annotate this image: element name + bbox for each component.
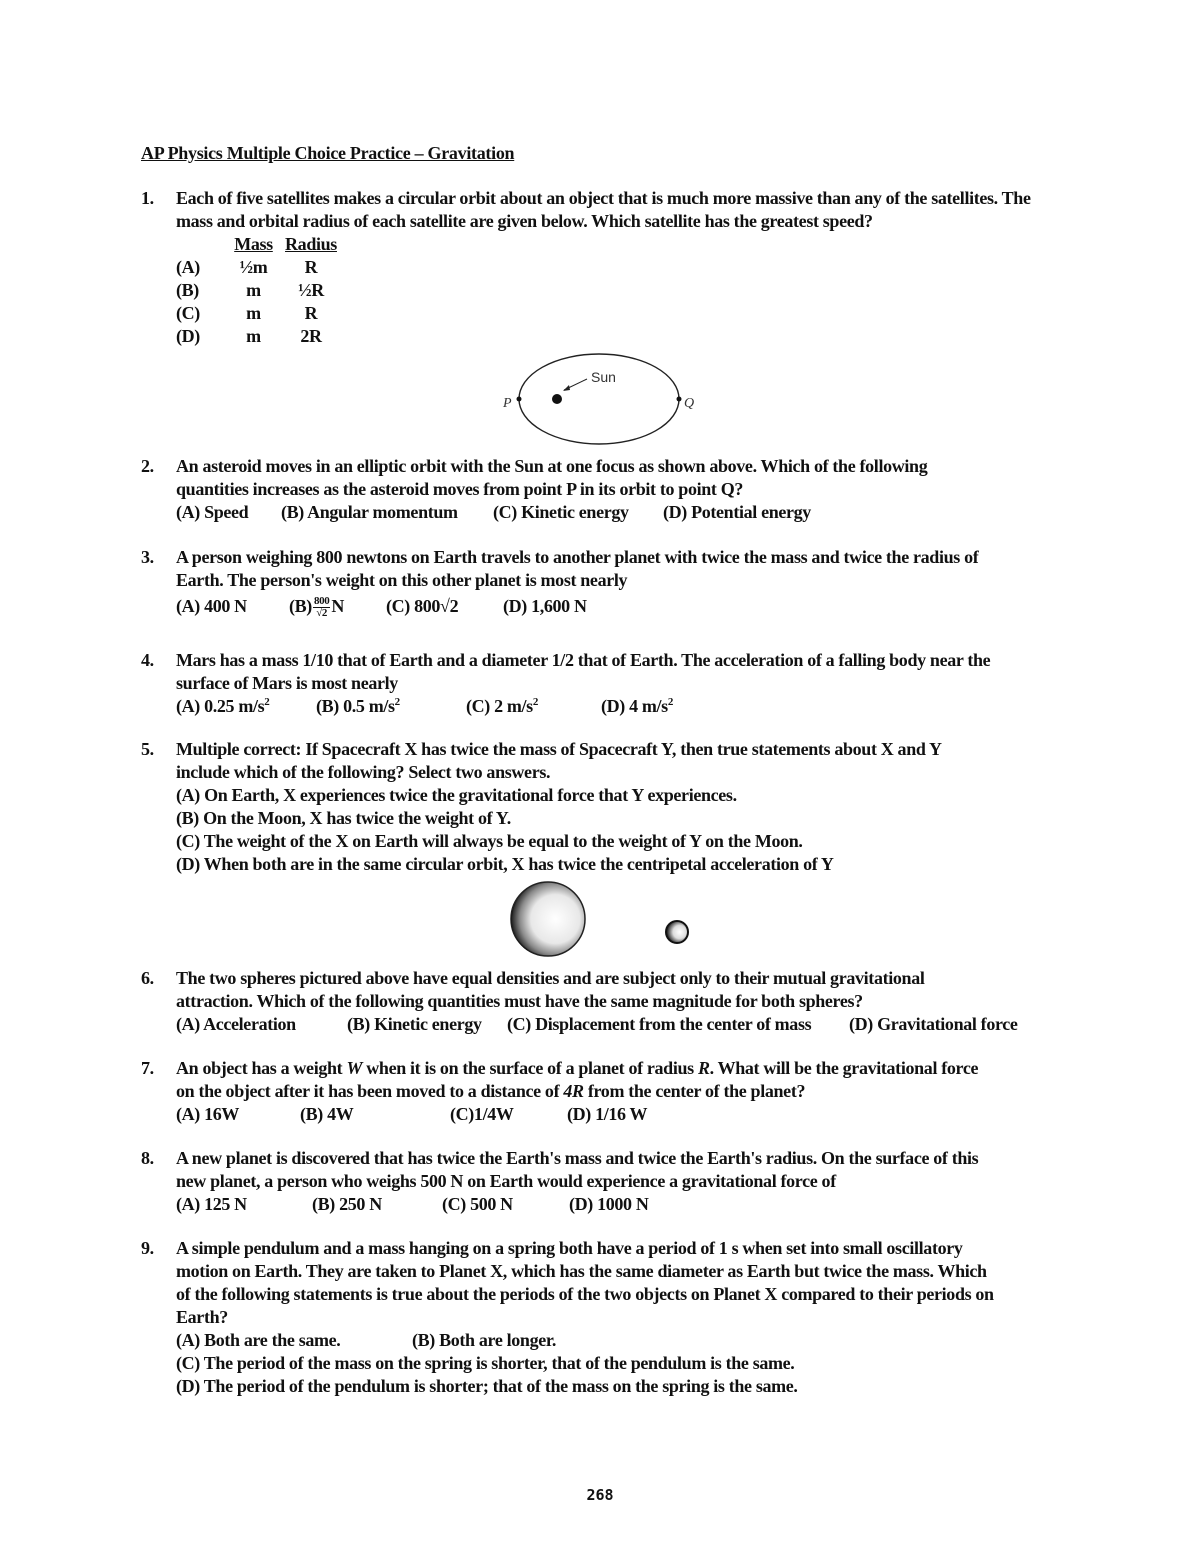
column-header-radius: Radius: [285, 234, 337, 254]
page-title: AP Physics Multiple Choice Practice – Gravitation: [141, 143, 515, 163]
question-text: on the object after it has been moved to a distance of: [176, 1081, 564, 1101]
question-7: [141, 1057, 1071, 1126]
satellite-table: [176, 233, 1071, 348]
question-number: 7.: [141, 1058, 154, 1078]
option-d: (D) When both are in the same circular orbit, X has twice the centripetal acceleration of Y: [176, 854, 834, 874]
option-label: (B): [176, 280, 199, 300]
radius-value: 2R: [300, 326, 322, 346]
question-number: 3.: [141, 547, 154, 567]
option-d: (D) 1,600 N: [503, 596, 587, 616]
radius-value: ½R: [298, 280, 324, 300]
question-number: 2.: [141, 456, 154, 476]
fraction-denominator: √2: [316, 607, 328, 620]
question-text: Each of five satellites makes a circular orbit about an object that is much more massive than any of the satellites. The mass and orbital radius of each satellite are given below. Which satellite has the greatest speed?: [176, 188, 1031, 231]
option-label: (A): [176, 257, 200, 277]
large-sphere: [511, 882, 585, 956]
option-b: [316, 695, 466, 718]
option-c: [466, 695, 601, 718]
answer-options: [176, 595, 1071, 619]
mass-value: m: [246, 303, 261, 323]
option-a: (A) 16W: [176, 1104, 240, 1124]
fraction: [313, 596, 330, 619]
option-d: (D) 1/16 W: [567, 1104, 648, 1124]
sun-dot: [552, 394, 562, 404]
option-d: (D) 1000 N: [569, 1194, 649, 1214]
option-label: (D): [176, 326, 200, 346]
question-1: [141, 187, 1071, 348]
question-3: [141, 546, 1071, 619]
option-a: (A) Both are the same.: [176, 1330, 341, 1350]
point-q-label: Q: [684, 396, 695, 411]
question-number: 4.: [141, 650, 154, 670]
option-d: (D) Potential energy: [663, 502, 811, 522]
question-text: include which of the following? Select two answers.: [176, 762, 551, 782]
question-number: 9.: [141, 1238, 154, 1258]
elliptic-orbit-diagram: [495, 352, 705, 447]
option-d: (D) Gravitational force: [849, 1014, 1018, 1034]
page-number: 268: [586, 1486, 614, 1504]
option-a: (A) Acceleration: [176, 1014, 296, 1034]
question-text: Mars has a mass 1/10 that of Earth and a diameter 1/2 that of Earth. The acceleration of a falling body near the: [176, 650, 991, 670]
question-number: 5.: [141, 739, 154, 759]
answer-options: [176, 1193, 1071, 1216]
table-row: [176, 256, 1071, 279]
option-d: [601, 695, 673, 718]
option-a: (A) Speed: [176, 502, 249, 522]
question-text: . What will be the gravitational force: [709, 1058, 979, 1078]
question-text: new planet, a person who weighs 500 N on Earth would experience a gravitational force of: [176, 1171, 836, 1191]
option-c: (C) Displacement from the center of mass: [507, 1014, 812, 1034]
question-text: motion on Earth. They are taken to Planet X, which has the same diameter as Earth but twice the mass. Which: [176, 1261, 987, 1281]
radius-value: R: [304, 257, 318, 277]
point-p-label: P: [503, 396, 512, 411]
option-b: (B) 250 N: [312, 1194, 382, 1214]
option-b-label: (B): [289, 596, 312, 616]
answer-options: [176, 1103, 1071, 1126]
orbit-ellipse: [519, 354, 679, 444]
option-a: [176, 695, 316, 718]
question-text: from the center of the planet?: [583, 1081, 806, 1101]
variable-r: R: [697, 1058, 710, 1078]
question-text: A simple pendulum and a mass hanging on a spring both have a period of 1 s when set into small oscillatory: [176, 1238, 963, 1258]
superscript: 2: [394, 696, 400, 708]
option-c-text: (C) 2 m/s: [466, 696, 533, 716]
question-text: A new planet is discovered that has twice the Earth's mass and twice the Earth's radius. On the surface of this: [176, 1148, 979, 1168]
variable-w: W: [346, 1058, 363, 1078]
question-4: [141, 649, 1071, 718]
option-c: (C) Kinetic energy: [493, 502, 629, 522]
question-text: The two spheres pictured above have equal densities and are subject only to their mutual gravitational: [176, 968, 925, 988]
question-text: An object has a weight: [176, 1058, 347, 1078]
table-header-row: [176, 233, 1071, 256]
option-a: (A) On Earth, X experiences twice the gravitational force that Y experiences.: [176, 785, 737, 805]
option-a-text: (A) 0.25 m/s: [176, 696, 265, 716]
question-6: [141, 967, 1071, 1036]
superscript: 2: [667, 696, 673, 708]
table-row: [176, 325, 1071, 348]
fraction-numerator: 800: [313, 595, 330, 608]
table-row: [176, 302, 1071, 325]
question-text: surface of Mars is most nearly: [176, 673, 398, 693]
question-9: [141, 1237, 1071, 1398]
question-text: attraction. Which of the following quantities must have the same magnitude for both spheres?: [176, 991, 863, 1011]
option-label: (C): [176, 303, 200, 323]
small-sphere: [666, 921, 688, 943]
mass-value: ½m: [239, 257, 268, 277]
question-text: A person weighing 800 newtons on Earth travels to another planet with twice the mass and twice the radius of: [176, 547, 979, 567]
option-c: (C) 500 N: [442, 1194, 513, 1214]
question-8: [141, 1147, 1071, 1216]
question-number: 8.: [141, 1148, 154, 1168]
variable-4r: 4R: [563, 1081, 584, 1101]
question-text: of the following statements is true about the periods of the two objects on Planet X compared to their periods on: [176, 1284, 994, 1304]
option-d-text: (D) 4 m/s: [601, 696, 668, 716]
answer-options-row: [176, 1329, 1071, 1352]
option-c: (C) 800√2: [386, 596, 459, 616]
option-c: (C)1/4W: [450, 1104, 514, 1124]
answer-options: [176, 1013, 1071, 1036]
option-b: (B) Kinetic energy: [347, 1014, 482, 1034]
option-b: (B) 4W: [300, 1104, 354, 1124]
option-c: (C) The period of the mass on the spring is shorter, that of the pendulum is the same.: [176, 1353, 795, 1373]
option-b: (B) Angular momentum: [281, 502, 458, 522]
column-header-mass: Mass: [234, 234, 273, 254]
question-number: 1.: [141, 188, 154, 208]
two-spheres-diagram: [505, 876, 705, 966]
mass-value: m: [246, 326, 261, 346]
question-text: Earth?: [176, 1307, 228, 1327]
question-text: Earth. The person's weight on this other planet is most nearly: [176, 570, 628, 590]
point-q-marker: [677, 397, 682, 402]
multiple-correct-label: Multiple correct:: [176, 739, 302, 759]
point-p-marker: [517, 397, 522, 402]
table-row: [176, 279, 1071, 302]
question-text: If Spacecraft X has twice the mass of Spacecraft Y, then true statements about X and Y: [301, 739, 942, 759]
radius-value: R: [304, 303, 318, 323]
question-text: when it is on the surface of a planet of radius: [362, 1058, 698, 1078]
question-text: An asteroid moves in an elliptic orbit with the Sun at one focus as shown above. Which of the following: [176, 456, 928, 476]
question-number: 6.: [141, 968, 154, 988]
question-5: [141, 738, 1071, 876]
option-c: (C) The weight of the X on Earth will always be equal to the weight of Y on the Moon.: [176, 831, 803, 851]
option-b: (B) Both are longer.: [412, 1330, 556, 1350]
option-b: [289, 595, 386, 619]
question-2: [141, 455, 1071, 524]
answer-options: [176, 695, 1071, 718]
mass-value: m: [246, 280, 261, 300]
option-d: (D) The period of the pendulum is shorter; that of the mass on the spring is the same.: [176, 1376, 798, 1396]
superscript: 2: [264, 696, 270, 708]
option-a: (A) 400 N: [176, 596, 247, 616]
question-text: quantities increases as the asteroid moves from point P in its orbit to point Q?: [176, 479, 744, 499]
option-b-unit: N: [331, 596, 345, 616]
sun-label: Sun: [591, 369, 616, 385]
superscript: 2: [532, 696, 538, 708]
option-b-text: (B) 0.5 m/s: [316, 696, 395, 716]
option-b: (B) On the Moon, X has twice the weight of Y.: [176, 808, 511, 828]
answer-options: [176, 501, 1071, 524]
option-a: (A) 125 N: [176, 1194, 247, 1214]
